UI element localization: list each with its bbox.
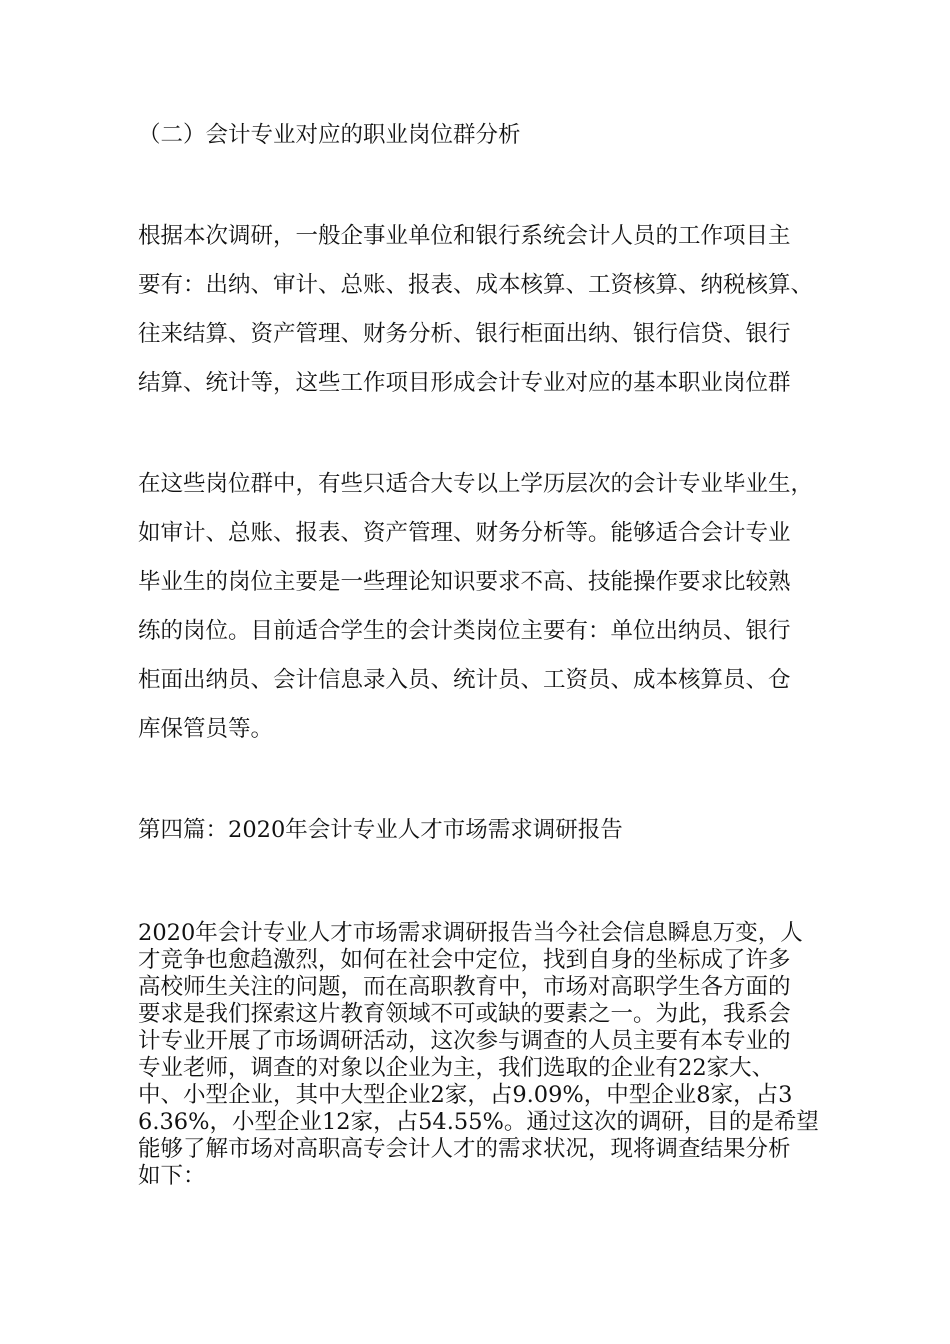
section-heading: （二）会计专业对应的职业岗位群分析 bbox=[138, 122, 521, 148]
paragraph-line: 如下： bbox=[138, 1163, 206, 1189]
paragraph-line: 计专业开展了市场调研活动，这次参与调查的人员主要有本专业的 bbox=[138, 1028, 791, 1054]
paragraph-line: 在这些岗位群中，有些只适合大专以上学历层次的会计专业毕业生， bbox=[138, 471, 814, 497]
paragraph-line: 才竞争也愈趋激烈，如何在社会中定位，找到自身的坐标成了许多 bbox=[138, 947, 791, 973]
paragraph-line: 中、小型企业，其中大型企业2家，占9.09%，中型企业8家，占3 bbox=[138, 1082, 793, 1108]
paragraph-line: 往来结算、资产管理、财务分析、银行柜面出纳、银行信贷、银行 bbox=[138, 321, 791, 347]
paragraph-line: 如审计、总账、报表、资产管理、财务分析等。能够适合会计专业 bbox=[138, 520, 791, 546]
paragraph-line: 能够了解市场对高职高专会计人才的需求状况，现将调查结果分析 bbox=[138, 1136, 791, 1162]
paragraph-line: 毕业生的岗位主要是一些理论知识要求不高、技能操作要求比较熟 bbox=[138, 569, 791, 595]
paragraph-line: 高校师生关注的问题，而在高职教育中，市场对高职学生各方面的 bbox=[138, 974, 791, 1000]
paragraph-line: 2020年会计专业人才市场需求调研报告当今社会信息瞬息万变，人 bbox=[138, 920, 803, 946]
paragraph-line: 根据本次调研，一般企事业单位和银行系统会计人员的工作项目主 bbox=[138, 223, 791, 249]
paragraph-line: 结算、统计等，这些工作项目形成会计专业对应的基本职业岗位群 bbox=[138, 370, 791, 396]
paragraph-line: 专业老师，调查的对象以企业为主，我们选取的企业有22家大、 bbox=[138, 1055, 775, 1081]
paragraph-line: 要求是我们探索这片教育领域不可或缺的要素之一。为此，我系会 bbox=[138, 1001, 791, 1027]
paragraph-line: 库保管员等。 bbox=[138, 716, 274, 742]
paragraph-line: 柜面出纳员、会计信息录入员、统计员、工资员、成本核算员、仓 bbox=[138, 667, 791, 693]
paragraph-line: 练的岗位。目前适合学生的会计类岗位主要有：单位出纳员、银行 bbox=[138, 618, 791, 644]
paragraph-line: 6.36%，小型企业12家，占54.55%。通过这次的调研，目的是希望 bbox=[138, 1109, 819, 1135]
paragraph-line: 要有：出纳、审计、总账、报表、成本核算、工资核算、纳税核算、 bbox=[138, 272, 814, 298]
chapter-title: 第四篇：2020年会计专业人才市场需求调研报告 bbox=[138, 817, 623, 843]
